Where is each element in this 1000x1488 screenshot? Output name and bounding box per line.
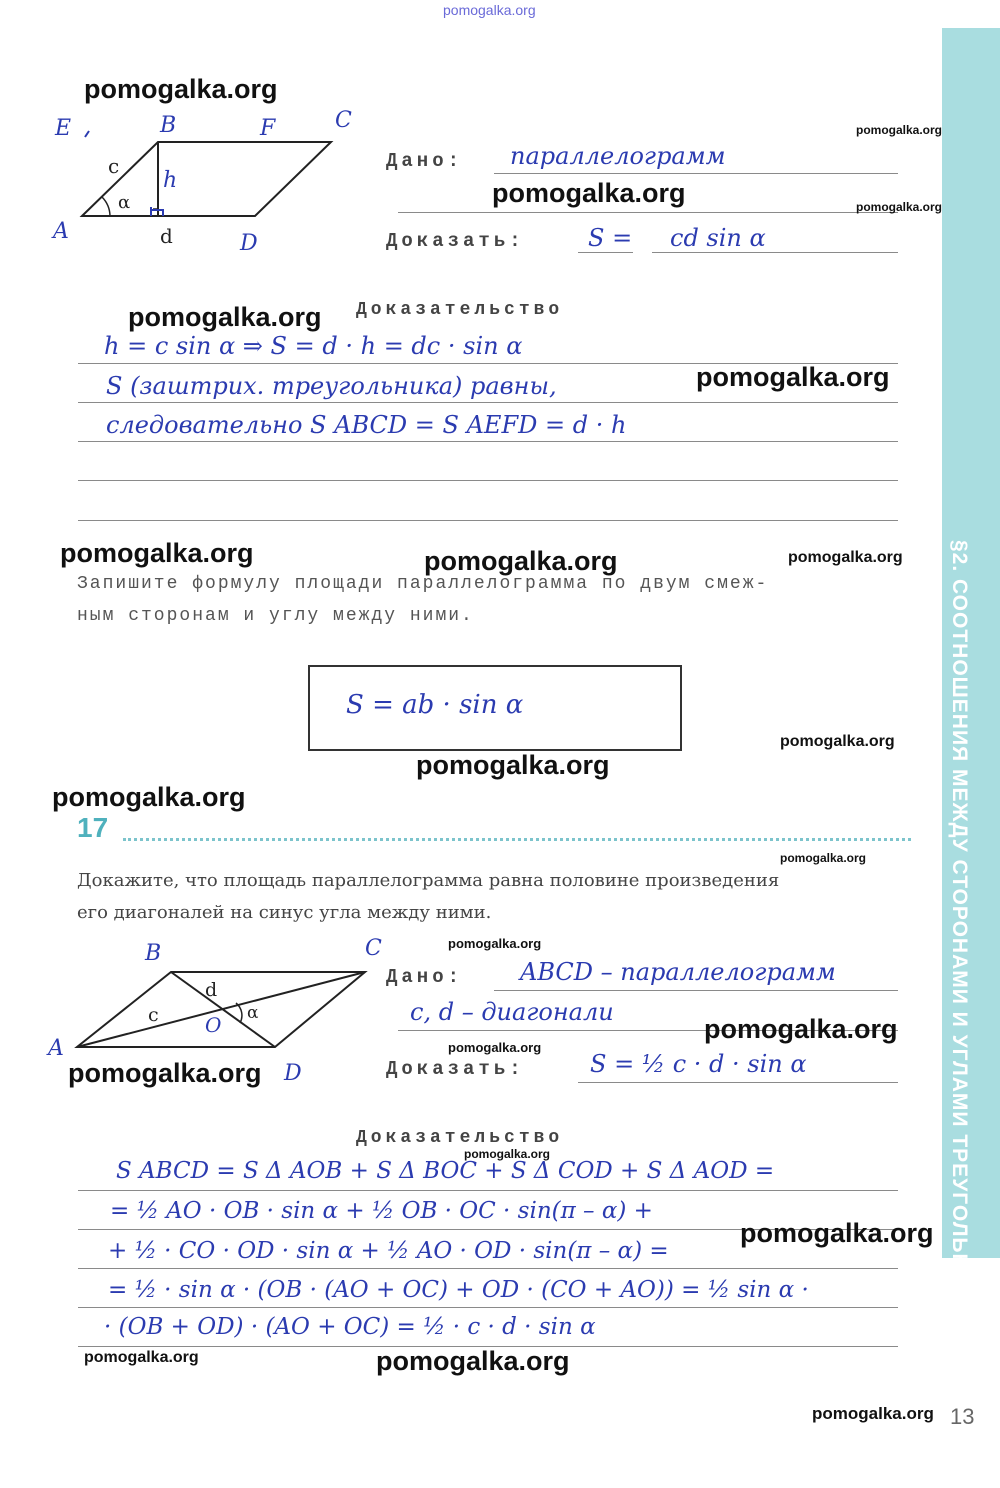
given-value-17b: c, d – диагонали	[410, 998, 614, 1026]
proof-heading-17: Доказательство	[356, 1128, 564, 1148]
proof-heading-16: Доказательство	[356, 300, 564, 320]
proof-17-line-1: S ABCD = S Δ AOB + S Δ BOC + S Δ COD + S Δ AOD =	[116, 1158, 775, 1184]
diagonal-bd	[171, 972, 275, 1047]
watermark: pomogalka.org	[704, 1014, 898, 1044]
watermark: pomogalka.org	[780, 733, 895, 750]
task-17-line-2: его диагоналей на синус угла между ними.	[77, 902, 492, 923]
prove-value-17: S = ½ c · d · sin α	[590, 1050, 807, 1078]
prove-line-16a	[578, 252, 633, 253]
watermark: pomogalka.org	[492, 178, 686, 208]
vertex-a-label-2: A	[48, 1036, 64, 1061]
watermark: pomogalka.org	[856, 123, 943, 137]
parallelogram-figure-1	[45, 105, 365, 265]
diagonal-c-label: c	[148, 1004, 159, 1026]
vertex-e-label: E	[55, 116, 72, 141]
center-o-label: O	[205, 1013, 222, 1037]
task-17-dotted-rule	[123, 838, 911, 841]
watermark: pomogalka.org	[780, 851, 867, 865]
task-number-17: 17	[77, 812, 109, 843]
page-number: 13	[950, 1404, 975, 1429]
given-label-17: Дано:	[386, 966, 464, 988]
watermark: pomogalka.org	[68, 1058, 262, 1088]
proof-17-line-2: = ½ AO · OB · sin α + ½ OB · OC · sin(π – α) +	[110, 1198, 653, 1224]
prove-value-16-left: S =	[588, 224, 633, 252]
watermark: pomogalka.org	[740, 1218, 934, 1248]
vertex-b-label: B	[160, 113, 177, 138]
prove-label-16: Доказать:	[386, 230, 525, 252]
watermark: pomogalka.org	[464, 1147, 551, 1161]
watermark: pomogalka.org	[448, 1040, 542, 1055]
proof-17-line-4: = ½ · sin α · (OB · (AO + OC) + OD · (CO + AO)) = ½ sin α ·	[108, 1277, 809, 1303]
vertex-b-label-2: B	[145, 941, 162, 966]
proof-17-line-5: · (OB + OD) · (AO + OC) = ½ · c · d · sin α	[104, 1314, 596, 1340]
formula-task-line-2: ным сторонам и углу между ними.	[77, 606, 474, 626]
watermark: pomogalka.org	[376, 1346, 570, 1376]
given-line-17	[494, 990, 898, 991]
formula-answer: S = ab · sin α	[346, 690, 524, 720]
prove-line-16b	[652, 252, 898, 253]
proof-16-line-2: S (заштрих. треугольника) равны,	[106, 372, 557, 400]
formula-task-line-1: Запишите формулу площади параллелограмма по двум смеж-	[77, 574, 769, 594]
angle-alpha-label: α	[118, 192, 131, 213]
watermark: pomogalka.org	[52, 782, 246, 812]
given-line-16	[494, 173, 898, 174]
vertex-a-label: A	[53, 219, 69, 244]
given-line-16b	[398, 212, 898, 213]
side-c-label: c	[108, 154, 120, 178]
prove-line-17	[578, 1082, 898, 1083]
ruled-line	[78, 480, 898, 481]
vertex-d-label-2: D	[284, 1061, 302, 1086]
side-d-label: d	[160, 224, 173, 248]
given-value-17: ABCD – параллелограмм	[520, 958, 836, 986]
watermark: pomogalka.org	[128, 302, 322, 332]
task-17-line-1: Докажите, что площадь параллелограмма равна половине произведения	[77, 870, 780, 891]
proof-17-line-3: + ½ · CO · OD · sin α + ½ AO · OD · sin(π – α) =	[108, 1238, 669, 1264]
given-label-16: Дано:	[386, 150, 464, 172]
watermark-top: pomogalka.org	[443, 2, 536, 18]
watermark: pomogalka.org	[812, 1404, 934, 1423]
proof-16-line-1: h = c sin α ⇒ S = d · h = dc · sin α	[104, 332, 523, 360]
watermark: pomogalka.org	[448, 936, 542, 951]
ruled-line	[78, 1268, 898, 1269]
prove-label-17: Доказать:	[386, 1058, 525, 1080]
watermark: pomogalka.org	[416, 750, 610, 780]
height-h-label: h	[163, 168, 178, 193]
vertex-f-label: F	[260, 116, 276, 141]
vertex-c-label-2: C	[365, 936, 382, 961]
prove-value-16-right: cd sin α	[670, 224, 766, 252]
watermark: pomogalka.org	[424, 546, 618, 576]
watermark: pomogalka.org	[84, 74, 278, 104]
watermark: pomogalka.org	[84, 1349, 199, 1366]
watermark: pomogalka.org	[788, 549, 903, 566]
chapter-title: §2. СООТНОШЕНИЯ МЕЖДУ СТОРОНАМИ И УГЛАМИ ТРЕУГОЛЬНИКА	[948, 540, 971, 1316]
diagonal-d-label: d	[205, 979, 218, 1001]
ruled-line	[78, 402, 898, 403]
given-value-16: параллелограмм	[510, 142, 726, 170]
ruled-line	[78, 1190, 898, 1191]
vertex-c-label: C	[335, 108, 352, 133]
watermark: pomogalka.org	[696, 362, 890, 392]
ruled-line	[78, 441, 898, 442]
vertex-d-label: D	[240, 231, 258, 256]
proof-16-line-3: следовательно S ABCD = S AEFD = d · h	[106, 411, 627, 439]
ruled-line	[78, 1307, 898, 1308]
ruled-line	[78, 520, 898, 521]
watermark: pomogalka.org	[856, 200, 943, 214]
angle-alpha-label-2: α	[247, 1003, 259, 1023]
watermark: pomogalka.org	[60, 538, 254, 568]
